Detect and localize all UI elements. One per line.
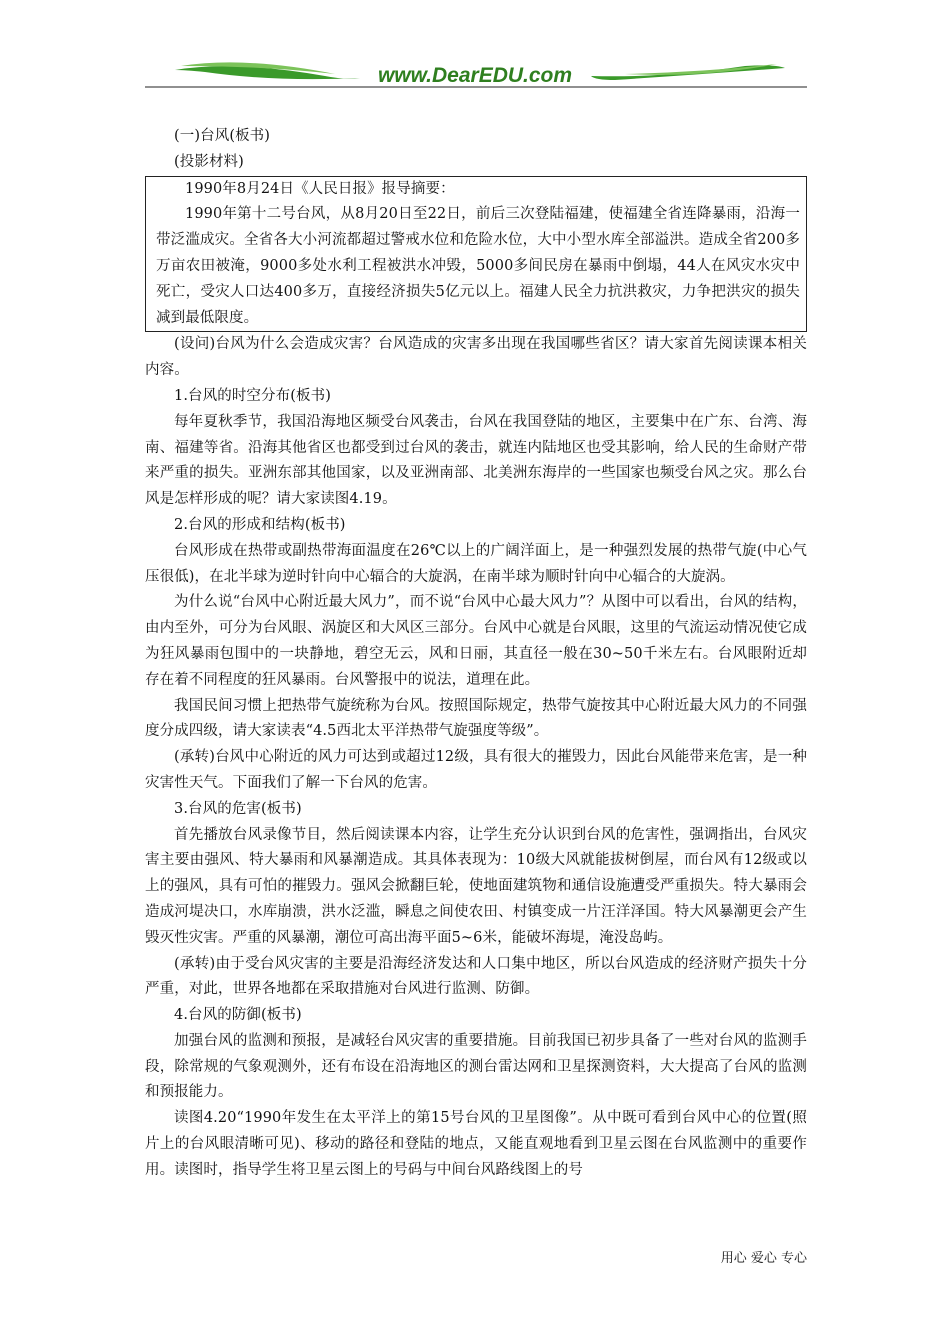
- paragraph: 读图4.20“1990年发生在太平洋上的第15号台风的卫星图像”。从中既可看到台风中心的位置(照片上的台风眼清晰可见)、移动的路径和登陆的地点，又能直观地看到卫星云图在台风监测中的重要作用。读图时，指导学生将卫星云图上的号码与中间台风路线图上的号: [145, 1110, 807, 1178]
- section-heading: 4.台风的防御(板书): [174, 1007, 302, 1024]
- section-heading: 3.台风的危害(板书): [174, 800, 302, 817]
- paragraph: 首先播放台风录像节目，然后阅读课本内容，让学生充分认识到台风的危害性，强调指出，台风灾害主要由强风、特大暴雨和风暴潮造成。其具体表现为：10级大风就能拔树倒屋，而台风有12级或以上的强风，具有可怕的摧毁力。强风会掀翻巨轮，使地面建筑物和通信设施遭受严重损失。特大暴雨会造成河堤决口，水库崩溃，洪水泛滥，瞬息之间使农田、村镇变成一片汪洋泽国。特大风暴潮更会产生毁灭性灾害。严重的风暴潮，潮位可高出海平面5~6米，能破坏海堤，淹没岛屿。: [145, 826, 807, 946]
- article-body: [145, 124, 807, 1184]
- box-paragraph: 1990年8月24日《人民日报》报导摘要：: [185, 180, 455, 197]
- section-heading: 1.台风的时空分布(板书): [174, 387, 331, 404]
- paragraph: (承转)由于受台风灾害的主要是沿海经济发达和人口集中地区，所以台风造成的经济财产损失十分严重，对此，世界各地都在采取措施对台风进行监测、防御。: [145, 955, 807, 998]
- paragraph: 台风形成在热带或副热带海面温度在26℃以上的广阔洋面上，是一种强烈发展的热带气旋(中心气压很低)，在北半球为逆时针向中心辐合的大旋涡，在南半球为顺时针向中心辐合的大旋涡。: [145, 542, 807, 585]
- site-name: www.DearEDU.com: [377, 64, 573, 87]
- paragraph: (设问)台风为什么会造成灾害？台风造成的灾害多出现在我国哪些省区？请大家首先阅读课本相关内容。: [145, 336, 807, 379]
- paragraph: (承转)台风中心附近的风力可达到或超过12级，具有很大的摧毁力，因此台风能带来危害，是一种灾害性天气。下面我们了解一下台风的危害。: [145, 749, 807, 791]
- paragraph: (一)台风(板书): [174, 128, 271, 144]
- paragraph: 为什么说“台风中心附近最大风力”，而不说“台风中心最大风力”？从图中可以看出，台风的结构，由内至外，可分为台风眼、涡旋区和大风区三部分。台风中心就是台风眼，这里的气流运动情况使它成为狂风暴雨包围中的一块静地，碧空无云，风和日丽，其直径一般在30~50千米左右。台风眼附近却存在着不同程度的狂风暴雨。台风警报中的说法，道理在此。: [145, 594, 807, 688]
- page-footer: 用心 爱心 专心: [720, 1251, 807, 1266]
- header-swoosh-graphic: [145, 56, 807, 92]
- box-paragraph: 1990年第十二号台风，从8月20日至22日，前后三次登陆福建，使福建全省连降暴雨，沿海一带泛滥成灾。全省各大小河流都超过警戒水位和危险水位，大中小型水库全部溢洪。造成全省200多万亩农田被淹，9000多处水利工程被洪水冲毁，5000多间民房在暴雨中倒塌，44人在风灾水灾中死亡，受灾人口达400多万，直接经济损失5亿元以上。福建人民全力抗洪救灾，力争把洪灾的损失减到最低限度。: [156, 206, 800, 326]
- paragraph: 加强台风的监测和预报，是减轻台风灾害的重要措施。目前我国已初步具备了一些对台风的监测手段，除常规的气象观测外，还有布设在沿海地区的测台雷达网和卫星探测资料，大大提高了台风的监测和预报能力。: [145, 1032, 807, 1101]
- projection-material-box: [145, 176, 807, 333]
- paragraph: 每年夏秋季节，我国沿海地区频受台风袭击，台风在我国登陆的地区，主要集中在广东、台湾、海南、福建等省。沿海其他省区也都受到过台风的袭击，就连内陆地区也受其影响，给人民的生命财产带来严重的损失。亚洲东部其他国家，以及亚洲南部、北美洲东海岸的一些国家也频受台风之灾。那么台风是怎样形成的呢？请大家读图4.19。: [145, 413, 807, 508]
- paragraph: (投影材料): [174, 153, 244, 170]
- section-heading: 2.台风的形成和结构(板书): [174, 516, 346, 533]
- site-header-banner: [145, 56, 807, 92]
- paragraph: 我国民间习惯上把热带气旋统称为台风。按照国际规定，热带气旋按其中心附近最大风力的不同强度分成四级，请大家读表“4.5西北太平洋热带气旋强度等级”。: [145, 697, 807, 740]
